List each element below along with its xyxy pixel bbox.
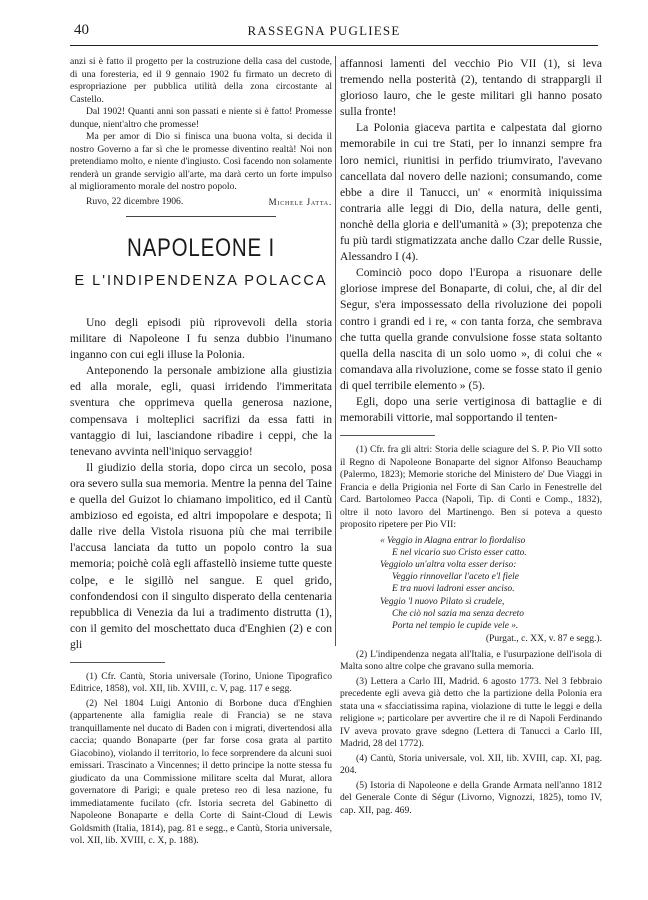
- journal-title: RASSEGNA PUGLIESE: [247, 23, 401, 38]
- footnote: (1) Cfr. fra gli altri: Storia delle sciagure del S. P. Pio VII sotto il Regno di Napoleone Bonaparte del signor Alfonso Beauchamp (Palermo, 1823); Memorie storiche del Ministero de' Due Viaggi in Francia e della Prigionia nel Forte di San Carlo in Fenestrelle del Card. Bartolomeo Pacca (Napoli, Tip. di Conti e Comp., 1832), oltre il noto lavoro del Martinengo. Ben si poteva a questo proposito ripetere per Pio VII:: [340, 444, 602, 531]
- poem-line: Veggiolo un'altra volta esser deriso:: [380, 560, 517, 571]
- signature: [70, 196, 332, 209]
- footnote-rule: [340, 435, 435, 436]
- running-header: [0, 20, 648, 46]
- article-paragraph: Il giudizio della storia, dopo circa un secolo, posa ora severo sulla sua memoria. Mentre la penna del Taine e quella del Guizot lo chiamano impolitico, ed il Cantù ambizioso ed egoista, ed altri impopolare e despota; lì dalle rive della Vistola risuona più che mai terribile l'accusa lanciata da tutto un popolo contro la sua memoria; poichè colà egli affastellò insieme tutte queste colpe, e le sigillò nel sangue. E quel grido, confondendosi con il singulto disperato della centenaria repubblica di Venezia da lui a tradimento distrutta (1), con il gemito del moschettato duca d'Enghien (2) e con gli: [70, 460, 332, 651]
- footnote: (5) Istoria di Napoleone e della Grande Armata nell'anno 1812 del Generale Conte di Ségur (Livorno, Vignozzi, 1825), tomo IV, cap. XII, pag. 469.: [340, 779, 602, 816]
- footnote: (2) Nel 1804 Luigi Antonio di Borbone duca d'Enghien (appartenente alla famiglia reale di Francia) se ne stava tranquillamente nel ducato di Baden con i migrati, divertendosi alla caccia; quando Bonaparte (per far forse cosa grata al partito Giacobino), violando il territorio, lo fece sorprendere da alcuni suoi emissari. Trascinato a Vincennes; il detto principe la notte stessa fu giudicato da una Commissione militare scelta dal Murat, allora governatore di Parigi; e quale preteso reo di lesa nazione, fu immediatamente fucilato (cfr. Istoria secreta del Gabinetto di Napoleone Bonaparte e della Corte di Saint-Cloud di Lewis Goldsmith (Italia, 1814), pag. 81 e segg., e Cantù, Storia universale, vol. XII, lib. XVIII, c. X, p. 188).: [70, 697, 332, 847]
- poem-line: Porta nel tempio le cupide vele ».: [392, 621, 519, 632]
- continuation-paragraph: anzi si è fatto il progetto per la costruzione della casa del custode, di una foresteria, ed il 9 gennaio 1902 fu firmato un decreto di espropriazione per pubblica utilità della zona circostante al Castello.: [70, 56, 332, 105]
- signature-place-date: Ruvo, 22 dicembre 1906.: [86, 195, 184, 207]
- article-paragraph: Cominciò poco dopo l'Europa a risuonare delle gloriose imprese del Bonaparte, di colui, che, al dir del Segur, s'era impossessato della rivoluzione dei popoli contro i grandi ed i re, « con tanta forza, che sembrava che tutta quella grande convulsione fosse stata soltanto quella della nascita di un solo uomo », di colui che « comandava alla rivoluzione, come se fosse stato il genio di quel terribile elemento » (5).: [340, 266, 602, 392]
- article-paragraph: Anteponendo la personale ambizione alla giustizia ed alla morale, egli, quasi irridendo l'immeritata sventura che opprimeva quella generosa nazione, compensava i molteplici sacrifizi da essa fatti in vantaggio di lui, lasciandone ribadire i ceppi, che la tenevano avvinta nell'iniquo servaggio!: [70, 364, 332, 458]
- footnote: (2) L'indipendenza negata all'Italia, e l'usurpazione dell'isola di Malta sono altre colpe che gravano sulla memoria.: [340, 648, 602, 673]
- right-column: [340, 56, 602, 886]
- footnotes: [70, 671, 332, 848]
- poem-line: Veggio rinnovellar l'aceto e'l fiele: [392, 572, 519, 583]
- continuation-paragraph: Ma per amor di Dio si finisca una buona volta, si decida il nostro Governo a far sì che le promesse diventino realtà! Noi non pretendiamo molto, e niente d'ingiusto. Così facendo non solamente renderà un grande servigio all'arte, ma darà certo un forte impulso al miglioramento morale del nostro popolo.: [70, 131, 332, 192]
- article-paragraph: affannosi lamenti del vecchio Pio VII (1), si leva tremendo nella posterità (2), tentando di strappargli il glorioso lauro, che le geste militari gli hanno posato sulla fronte!: [340, 57, 602, 119]
- footnote: (4) Cantù, Storia universale, vol. XII, lib. XVIII, cap. XI, pag. 204.: [340, 752, 602, 777]
- footnote: (3) Lettera a Carlo III, Madrid. 6 agosto 1773. Nel 3 febbraio precedente egli aveva già detto che la partizione della Polonia era stata una « sfacciatissima rapina, violazione di tutte le leggi e della religione »; particolare per avvertire che il re di Napoli Ferdinando IV aveva provato grave sdegno (Lettera di Tanucci a Carlo III, Madrid, 28 del 1772).: [340, 675, 602, 750]
- article-paragraph: Egli, dopo una serie vertiginosa di battaglie e di memorabili vittorie, mal sopportando il tenten-: [340, 394, 602, 425]
- continuation-paragraph: Dal 1902! Quanti anni son passati e niente si è fatto! Promesse dunque, nient'altro che promesse!: [70, 106, 332, 130]
- article-title: NAPOLEONE I: [126, 234, 276, 262]
- poem-line: Veggio 'l nuovo Pilato sì crudele,: [380, 596, 505, 607]
- poem-quote: [380, 535, 602, 633]
- poem-line: « Veggio in Alagna entrar lo fiordaliso: [380, 535, 526, 546]
- article-paragraph: Uno degli episodi più riprovevoli della storia militare di Napoleone I fu senza dubbio l'inumano inganno con cui egli illuse la Polonia.: [70, 316, 332, 362]
- poem-line: Che ciò nol sazia ma senza decreto: [392, 608, 524, 619]
- header-rule: [70, 45, 598, 46]
- footnote: (1) Cfr. Cantù, Storia universale (Torino, Unione Tipografico Editrice, 1858), vol. XII, lib. XVIII, c. V, pag. 117 e segg.: [70, 670, 332, 695]
- column-divider: [335, 56, 336, 646]
- article-paragraph: La Polonia giaceva partita e calpestata dal giorno memorabile in cui tre Stati, per lo innanzi sempre fra loro nemici, riunitisi in perfido triumvirato, l'avevano cancellata dal novero delle nazioni; consumando, come ebbe a dire il Tanucci, un' « enormità iniquissima contraria alle leggi di Dio, della natura, delle genti, nonchè della gloria e dell'umanità » (3); prepotenza che fu più tardi stigmatizzata anche dallo Czar delle Russie, Alessandro I (4).: [340, 121, 602, 264]
- poem-line: E tra nuovi ladroni esser anciso.: [392, 584, 515, 595]
- footnote-rule: [70, 662, 165, 663]
- signature-author: Michele Jatta.: [268, 196, 332, 207]
- page-number: 40: [74, 22, 89, 38]
- left-column: [70, 56, 332, 886]
- footnotes: [340, 444, 602, 817]
- article-subtitle: E L'INDIPENDENZA POLACCA: [74, 273, 328, 289]
- poem-line: E nel vicario suo Cristo esser catto.: [392, 547, 527, 558]
- section-separator: [126, 216, 276, 217]
- poem-citation: (Purgat., c. XX, v. 87 e segg.).: [485, 633, 602, 645]
